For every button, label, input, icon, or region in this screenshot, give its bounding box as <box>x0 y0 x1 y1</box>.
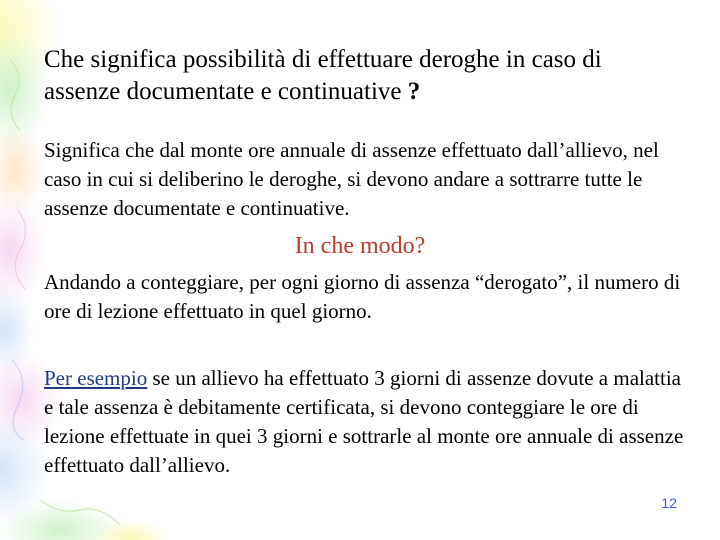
paragraph-method: Andando a conteggiare, per ogni giorno di assenza “derogato”, il numero di ore di lezione effettuato in quel giorno. <box>44 270 681 323</box>
example-link[interactable]: Per esempio <box>44 366 148 390</box>
paragraph-definition: Significa che dal monte ore annuale di assenze effettuato dall’allievo, nel caso in cui si deliberino le deroghe, si devono andare a sottrarre tutte le assenze documentate e continuative. <box>44 138 659 220</box>
slide-title-text: Che significa possibilità di effettuare deroghe in caso di assenze documentate e continuative <box>44 46 602 105</box>
page-number: 12 <box>661 495 677 511</box>
slide-title <box>44 44 684 108</box>
subheading: In che modo? <box>294 233 426 259</box>
title-question-mark: ? <box>407 78 421 105</box>
paragraph-example <box>44 364 694 480</box>
paragraph-example-text: se un allievo ha effettuato 3 giorni di assenze dovute a malattia e tale assenza è debitamente certificata, si devono conteggiare le ore di lezione effettuate in quei 3 giorni e sottrarle al monte ore annuale di assenze effettuato dall’allievo. <box>44 366 684 477</box>
